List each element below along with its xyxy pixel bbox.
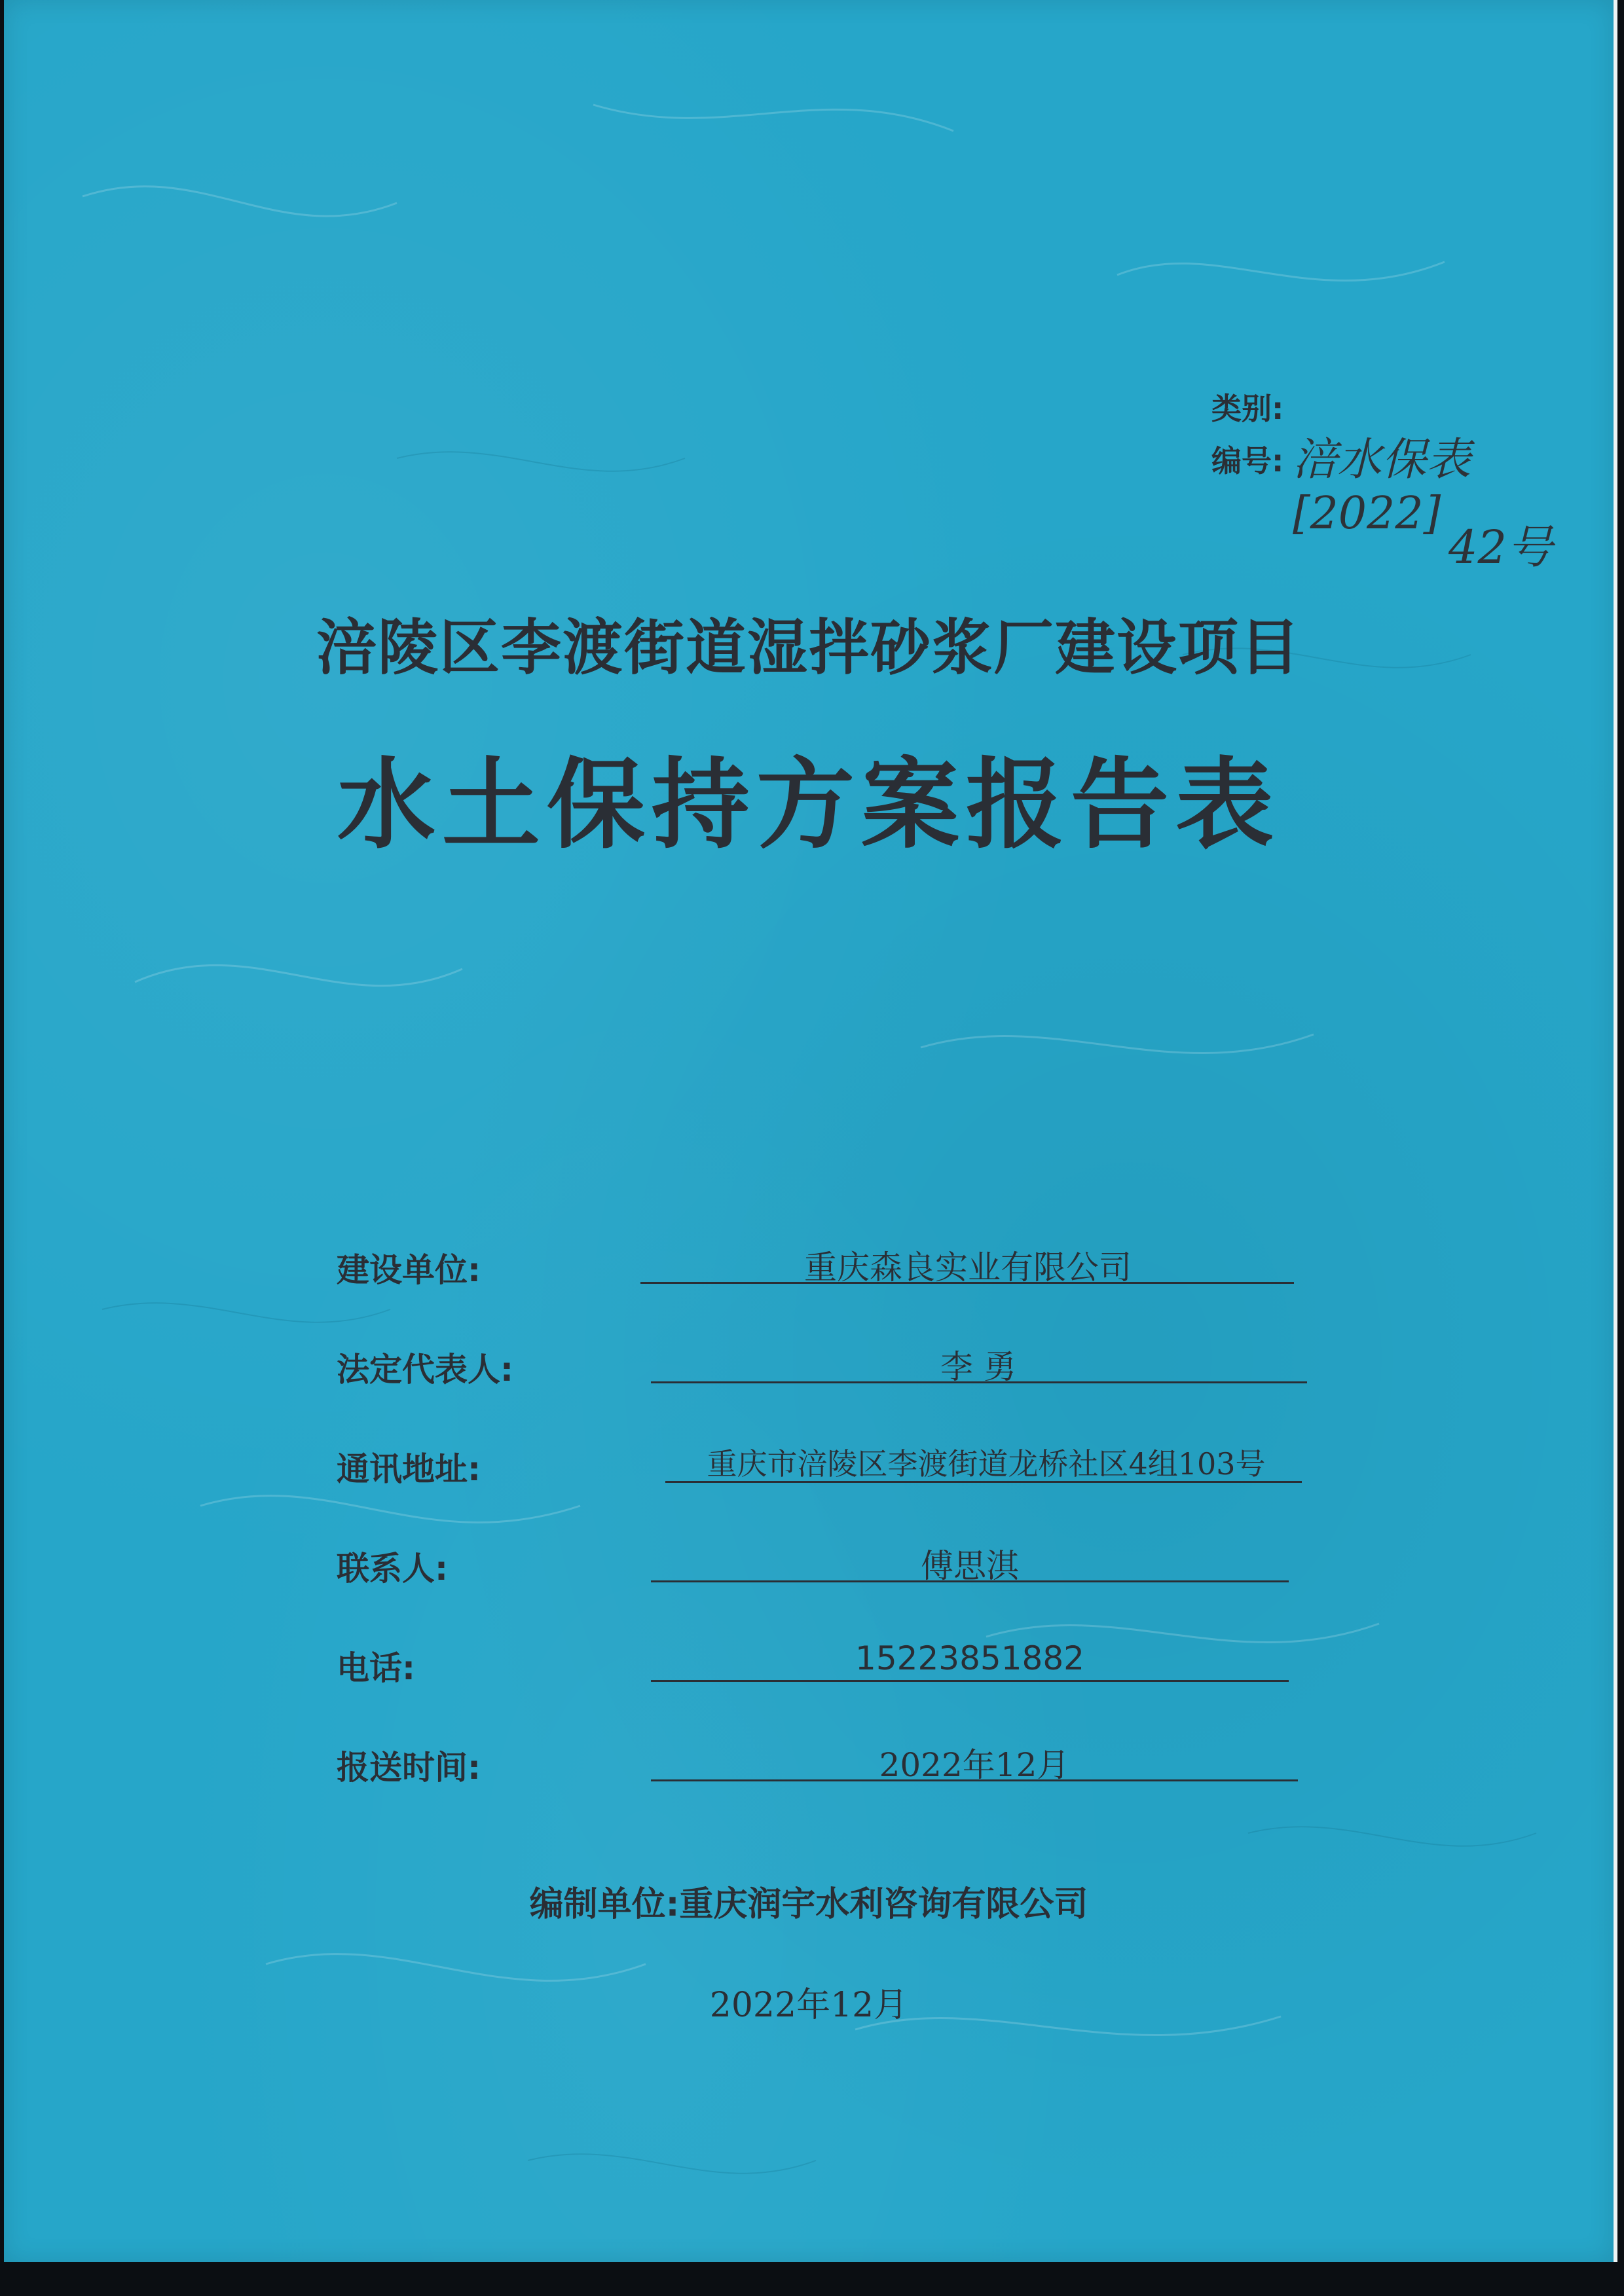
report-title: 水土保持方案报告表 bbox=[337, 748, 1280, 862]
underline-contact-person bbox=[651, 1580, 1289, 1582]
field-value-contact-person: 傅思淇 bbox=[921, 1547, 1019, 1585]
field-label-text: 建设单位: bbox=[337, 1251, 481, 1289]
field-label-contact-person bbox=[337, 1542, 644, 1588]
underline-legal-representative bbox=[651, 1381, 1307, 1383]
underline-submission-date bbox=[651, 1779, 1298, 1781]
handwritten-document-number-suffix: 42号 bbox=[1449, 520, 1553, 574]
category-label: 类别: bbox=[1211, 391, 1284, 426]
field-value-address: 重庆市涪陵区李渡街道龙桥社区4组103号 bbox=[707, 1446, 1266, 1482]
compiler-unit: 编制单位:重庆润宇水利咨询有限公司 bbox=[529, 1885, 1088, 1924]
field-label-phone bbox=[337, 1642, 644, 1688]
underline-construction-unit bbox=[640, 1282, 1294, 1284]
handwritten-document-number: 涪水保表[2022] bbox=[1293, 434, 1471, 539]
field-label-text: 联系人: bbox=[337, 1550, 448, 1588]
field-value-construction-unit: 重庆森良实业有限公司 bbox=[804, 1248, 1132, 1286]
field-label-legal-representative bbox=[337, 1343, 644, 1389]
field-label-address bbox=[337, 1443, 644, 1489]
field-label-submission-date bbox=[337, 1741, 644, 1787]
field-value-legal-representative: 李 勇 bbox=[940, 1348, 1016, 1386]
field-value-submission-date: 2022年12月 bbox=[879, 1746, 1070, 1784]
field-label-construction-unit bbox=[337, 1244, 644, 1290]
underline-phone bbox=[651, 1680, 1289, 1682]
number-label: 编号: bbox=[1211, 443, 1284, 479]
field-label-text: 法定代表人: bbox=[337, 1351, 513, 1389]
underline-address bbox=[665, 1481, 1302, 1483]
compile-date: 2022年12月 bbox=[709, 1986, 908, 2025]
field-label-text: 报送时间: bbox=[337, 1749, 481, 1787]
field-label-text: 通讯地址: bbox=[337, 1450, 481, 1488]
report-cover bbox=[4, 0, 1617, 2262]
field-value-phone: 15223851882 bbox=[855, 1639, 1084, 1677]
field-label-text: 电话: bbox=[337, 1649, 415, 1687]
project-title: 涪陵区李渡街道湿拌砂浆厂建设项目 bbox=[316, 613, 1301, 683]
